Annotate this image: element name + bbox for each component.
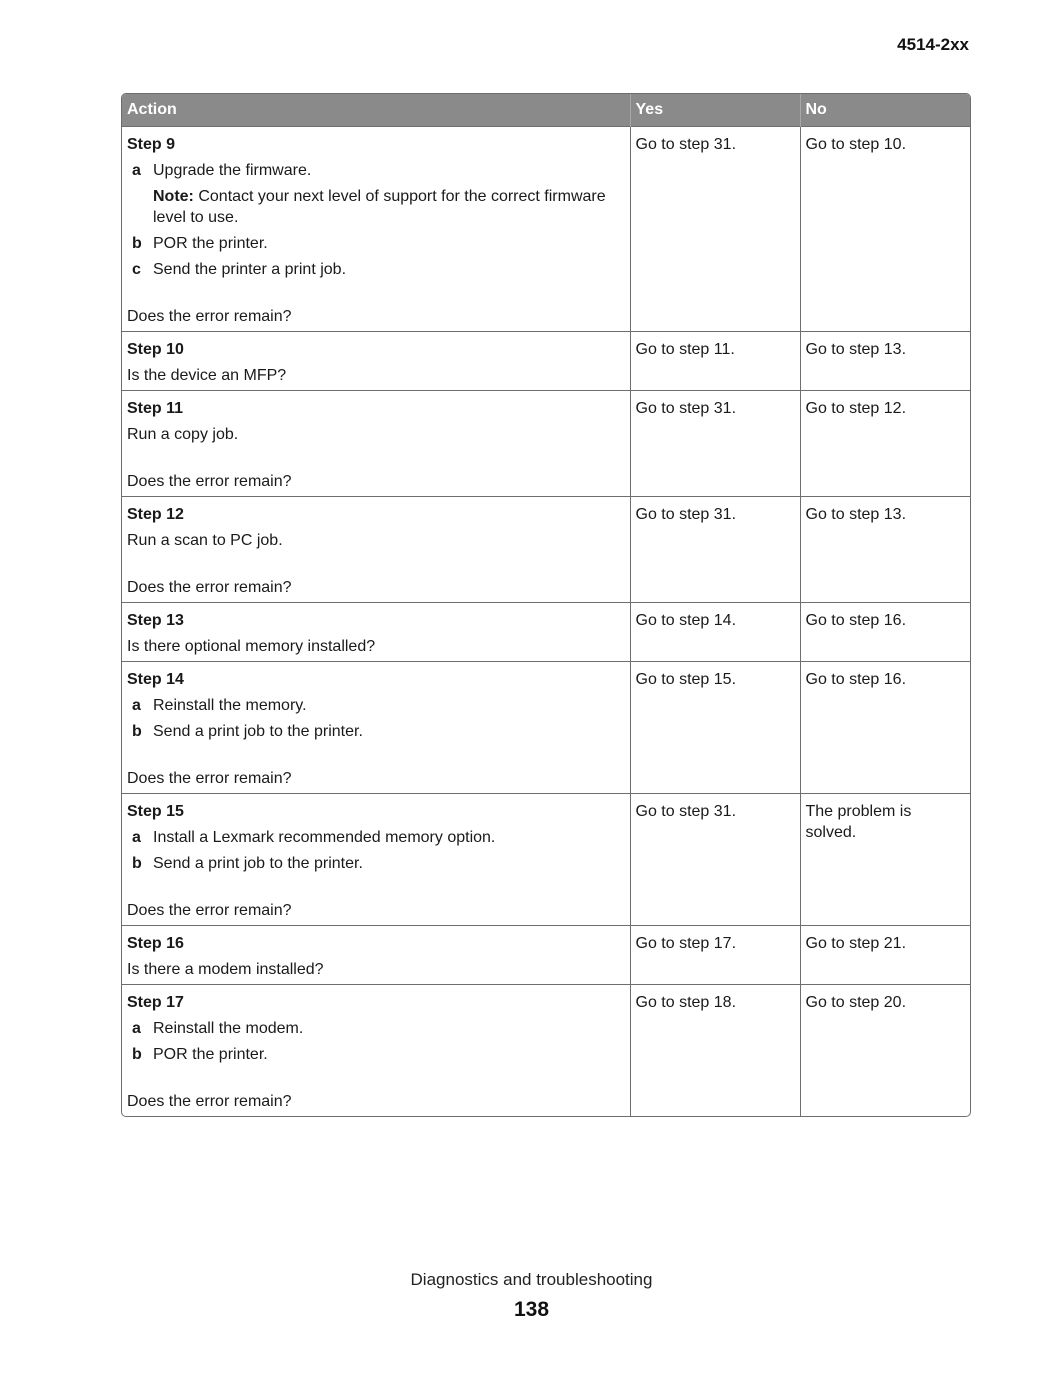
page-number: 138: [513, 1298, 550, 1321]
step-question: Does the error remain?: [127, 1093, 292, 1110]
column-header-no: No: [800, 94, 970, 127]
document-model-number: 4514-2xx: [897, 35, 969, 54]
yes-cell: Go to step 31.: [630, 794, 800, 926]
substep-letter: a: [132, 829, 141, 846]
substep: [127, 695, 624, 716]
step-question: Does the error remain?: [127, 308, 292, 325]
yes-cell: Go to step 31.: [630, 127, 800, 332]
no-cell: Go to step 13.: [800, 332, 970, 391]
no-cell: Go to step 12.: [800, 391, 970, 497]
substep: [127, 233, 624, 254]
table-row: [122, 662, 970, 794]
table-row: [122, 985, 970, 1117]
table-row: [122, 497, 970, 603]
action-cell: [122, 794, 630, 926]
table-row: [122, 332, 970, 391]
troubleshooting-table: [121, 93, 971, 1117]
note-label: Note:: [153, 188, 194, 205]
action-cell: [122, 662, 630, 794]
yes-cell: Go to step 31.: [630, 497, 800, 603]
substep: [127, 1044, 624, 1065]
substep-letter: b: [132, 855, 142, 872]
substep-letter: b: [132, 723, 142, 740]
substep-text: Install a Lexmark recommended memory option.: [153, 829, 496, 846]
no-cell: Go to step 20.: [800, 985, 970, 1117]
yes-cell: Go to step 18.: [630, 985, 800, 1117]
column-header-yes: Yes: [630, 94, 800, 127]
action-cell: [122, 497, 630, 603]
step-question: Does the error remain?: [127, 770, 292, 787]
step-question: Is there optional memory installed?: [127, 638, 376, 655]
table-row: [122, 127, 970, 332]
no-cell: Go to step 16.: [800, 603, 970, 662]
step-question: Is the device an MFP?: [127, 367, 287, 384]
substep-text: Upgrade the firmware.: [153, 162, 312, 179]
substep: [127, 259, 624, 280]
table-row: [122, 603, 970, 662]
action-cell: [122, 985, 630, 1117]
yes-cell: Go to step 11.: [630, 332, 800, 391]
step-question: Is there a modem installed?: [127, 961, 324, 978]
step-title: Step 12: [127, 506, 184, 523]
action-cell: [122, 127, 630, 332]
step-title: Step 17: [127, 994, 184, 1011]
table-row: [122, 391, 970, 497]
table-row: [122, 926, 970, 985]
instruction-text: Run a scan to PC job.: [127, 532, 283, 549]
substep-text: Send a print job to the printer.: [153, 855, 363, 872]
action-cell: [122, 603, 630, 662]
step-title: Step 9: [127, 136, 176, 153]
no-cell: Go to step 13.: [800, 497, 970, 603]
note: [127, 186, 624, 228]
substep-text: Reinstall the memory.: [153, 697, 307, 714]
yes-cell: Go to step 17.: [630, 926, 800, 985]
substep-letter: b: [132, 1046, 142, 1063]
substep-text: Send the printer a print job.: [153, 261, 347, 278]
substep-text: POR the printer.: [153, 1046, 268, 1063]
step-title: Step 13: [127, 612, 184, 629]
action-cell: [122, 391, 630, 497]
substep-letter: b: [132, 235, 142, 252]
note-text: Contact your next level of support for the correct firmware level to use.: [153, 188, 606, 226]
substep-text: POR the printer.: [153, 235, 268, 252]
yes-cell: Go to step 15.: [630, 662, 800, 794]
table-body: [122, 127, 970, 1117]
substep: [127, 721, 624, 742]
action-cell: [122, 332, 630, 391]
step-question: Does the error remain?: [127, 902, 292, 919]
yes-cell: Go to step 31.: [630, 391, 800, 497]
footer-section-title: Diagnostics and troubleshooting: [410, 1270, 653, 1289]
no-cell: Go to step 10.: [800, 127, 970, 332]
table-row: [122, 794, 970, 926]
step-title: Step 15: [127, 803, 184, 820]
instruction-text: Run a copy job.: [127, 426, 239, 443]
substep-letter: a: [132, 162, 141, 179]
step-title: Step 16: [127, 935, 184, 952]
substep: [127, 160, 624, 181]
column-header-action: Action: [122, 94, 630, 127]
step-question: Does the error remain?: [127, 473, 292, 490]
step-title: Step 11: [127, 400, 184, 417]
step-question: Does the error remain?: [127, 579, 292, 596]
step-title: Step 10: [127, 341, 184, 358]
substep: [127, 853, 624, 874]
substep: [127, 1018, 624, 1039]
action-cell: [122, 926, 630, 985]
no-cell: Go to step 21.: [800, 926, 970, 985]
substep-letter: a: [132, 1020, 141, 1037]
yes-cell: Go to step 14.: [630, 603, 800, 662]
step-title: Step 14: [127, 671, 184, 688]
no-cell: Go to step 16.: [800, 662, 970, 794]
no-cell: The problem is solved.: [800, 794, 970, 926]
substep-letter: a: [132, 697, 141, 714]
substep: [127, 827, 624, 848]
table-header-row: [122, 94, 970, 127]
substep-letter: c: [132, 261, 141, 278]
substep-text: Reinstall the modem.: [153, 1020, 304, 1037]
substep-text: Send a print job to the printer.: [153, 723, 363, 740]
